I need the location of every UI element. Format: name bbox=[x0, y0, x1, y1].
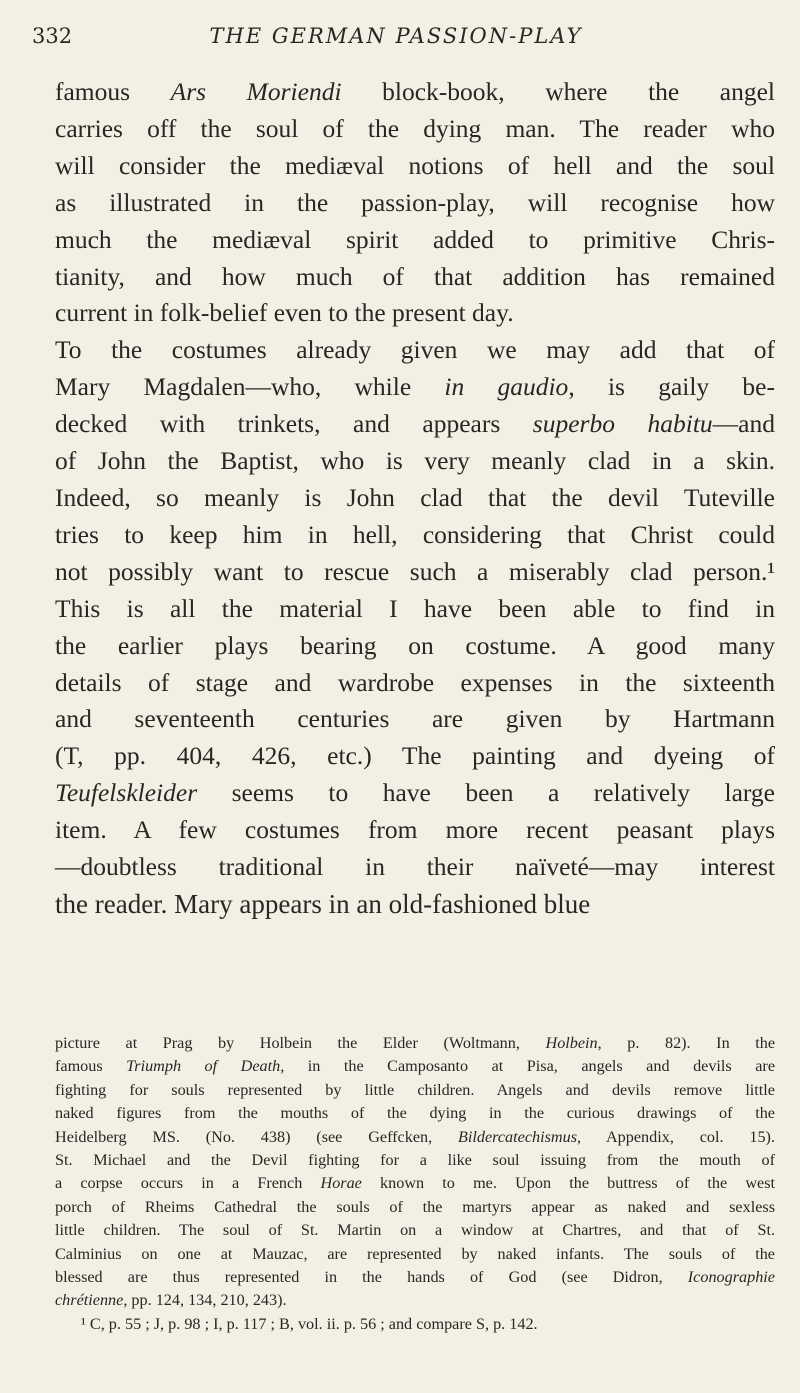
body-text: —doubtless traditional in their naïveté—may interest bbox=[55, 852, 775, 882]
body-text: seems to have been a relatively large bbox=[197, 778, 775, 808]
footnote-line bbox=[55, 1032, 775, 1055]
footnote-text: Iconographie bbox=[687, 1268, 775, 1287]
body-text: tianity, and how much of that addition has remained bbox=[55, 261, 775, 291]
footnote-text: Calminius on one at Mauzac, are represented by naked infants. The souls of the bbox=[55, 1244, 775, 1263]
footnote-text: naked figures from the mouths of the dying in the curious drawings of the bbox=[55, 1104, 775, 1123]
body-line bbox=[55, 665, 775, 702]
footnote-line bbox=[55, 1266, 775, 1289]
body-text: tries to keep him in hell, considering that Christ could bbox=[55, 519, 775, 549]
body-text: details of stage and wardrobe expenses in the sixteenth bbox=[55, 667, 775, 697]
body-line bbox=[55, 148, 775, 185]
footnote-text: porch of Rheims Cathedral the souls of the martyrs appear as naked and sexless bbox=[55, 1197, 775, 1216]
body-line bbox=[55, 185, 775, 222]
body-text: famous bbox=[55, 77, 171, 106]
body-line bbox=[55, 517, 775, 554]
body-text: the reader. Mary appears in an old-fashioned blue bbox=[55, 888, 591, 919]
body-text: current in folk-belief even to the present day. bbox=[55, 298, 514, 328]
body-line bbox=[55, 849, 775, 886]
footnote-line bbox=[55, 1149, 775, 1172]
body-line bbox=[55, 812, 775, 849]
body-line bbox=[55, 591, 775, 628]
footnote-text: known to me. Upon the buttress of the west bbox=[361, 1174, 776, 1193]
footnote-text: fighting for souls represented by little children. Angels and devils remove little bbox=[55, 1080, 775, 1099]
body-text: in gaudio bbox=[444, 372, 569, 402]
body-text: the earlier plays bearing on costume. A good many bbox=[55, 630, 775, 660]
footnote-text: picture at Prag by Holbein the Elder (Woltmann, bbox=[55, 1034, 546, 1052]
body-text: much the mediæval spirit added to primitive Chris- bbox=[55, 224, 775, 254]
footnote-line bbox=[55, 1196, 775, 1219]
body-text: (T, pp. 404, 426, etc.) The painting and dyeing of bbox=[55, 741, 775, 771]
footnote-text: , p. 82). In the bbox=[597, 1034, 776, 1052]
main-text bbox=[55, 74, 775, 923]
body-text: To the costumes already given we may add that of bbox=[55, 335, 775, 365]
footnote-text: famous bbox=[55, 1057, 127, 1076]
body-line bbox=[55, 222, 775, 259]
footnote-text: Holbein bbox=[545, 1034, 598, 1052]
body-line bbox=[55, 554, 775, 591]
body-text: decked with trinkets, and appears bbox=[55, 409, 533, 439]
body-text: block-book, where the angel bbox=[341, 77, 776, 106]
footnotes bbox=[55, 1032, 775, 1336]
body-line bbox=[55, 701, 775, 738]
body-text: superbo habitu bbox=[532, 409, 713, 439]
footnote-text: , pp. 124, 134, 210, 243). bbox=[123, 1291, 287, 1310]
footnote-line bbox=[55, 1079, 775, 1102]
footnote-text: little children. The soul of St. Martin on a window at Chartres, and that of St. bbox=[55, 1221, 775, 1240]
body-line bbox=[55, 111, 775, 148]
body-line bbox=[55, 443, 775, 480]
body-line bbox=[55, 332, 775, 369]
body-text: carries off the soul of the dying man. The reader who bbox=[55, 113, 775, 143]
footnote-text: St. Michael and the Devil fighting for a like soul issuing from the mouth of bbox=[55, 1151, 775, 1170]
body-text: , is gaily be- bbox=[568, 372, 775, 402]
footnote-line bbox=[55, 1313, 775, 1336]
body-line bbox=[55, 480, 775, 517]
footnote-line bbox=[55, 1219, 775, 1242]
body-text: Mary Magdalen—who, while bbox=[55, 372, 445, 402]
footnote-line bbox=[55, 1055, 775, 1078]
footnote-text: Heidelberg MS. (No. 438) (see Geffcken, bbox=[55, 1127, 459, 1146]
page-number: 332 bbox=[32, 24, 73, 48]
footnote-text: , Appendix, col. 15). bbox=[577, 1127, 775, 1146]
body-text: —and bbox=[712, 409, 775, 439]
body-line bbox=[55, 74, 775, 111]
body-line bbox=[55, 886, 775, 923]
body-text: and seventeenth centuries are given by Hartmann bbox=[55, 704, 775, 734]
body-line bbox=[55, 738, 775, 775]
body-text: This is all the material I have been able to find in bbox=[55, 593, 775, 623]
body-line bbox=[55, 406, 775, 443]
footnote-text: blessed are thus represented in the hands of God (see Didron, bbox=[55, 1268, 688, 1287]
body-text: not possibly want to rescue such a miserably clad person.¹ bbox=[55, 556, 775, 586]
body-text: item. A few costumes from more recent peasant plays bbox=[55, 815, 775, 845]
footnote-text: chrétienne bbox=[55, 1291, 124, 1310]
page-header bbox=[32, 18, 760, 58]
body-line bbox=[55, 775, 775, 812]
footnote-line bbox=[55, 1102, 775, 1125]
body-text: will consider the mediæval notions of hell and the soul bbox=[55, 150, 775, 180]
footnote-line bbox=[55, 1126, 775, 1149]
body-line bbox=[55, 369, 775, 406]
body-line bbox=[55, 628, 775, 665]
footnote-line bbox=[55, 1172, 775, 1195]
footnote-text: Bildercatechismus bbox=[458, 1127, 577, 1146]
body-line bbox=[55, 259, 775, 296]
footnote-text: a corpse occurs in a French bbox=[55, 1174, 321, 1193]
footnote-text: ¹ C, p. 55 ; J, p. 98 ; I, p. 117 ; B, vol. ii. p. 56 ; and compare S, p. 142. bbox=[81, 1314, 538, 1333]
body-text: Ars Moriendi bbox=[170, 77, 342, 106]
body-line bbox=[55, 295, 775, 332]
body-text: Indeed, so meanly is John clad that the devil Tuteville bbox=[55, 482, 775, 512]
footnote-text: Horae bbox=[320, 1174, 362, 1193]
body-text: of John the Baptist, who is very meanly clad in a skin. bbox=[55, 446, 775, 476]
footnote-text: , in the Camposanto at Pisa, angels and devils are bbox=[280, 1057, 775, 1076]
body-text: Teufelskleider bbox=[55, 778, 198, 808]
footnote-line bbox=[55, 1289, 775, 1312]
footnote-text: Triumph of Death bbox=[126, 1057, 281, 1076]
running-title: THE GERMAN PASSION-PLAY bbox=[209, 24, 583, 48]
footnote-line bbox=[55, 1243, 775, 1266]
body-text: as illustrated in the passion-play, will recognise how bbox=[55, 187, 775, 217]
